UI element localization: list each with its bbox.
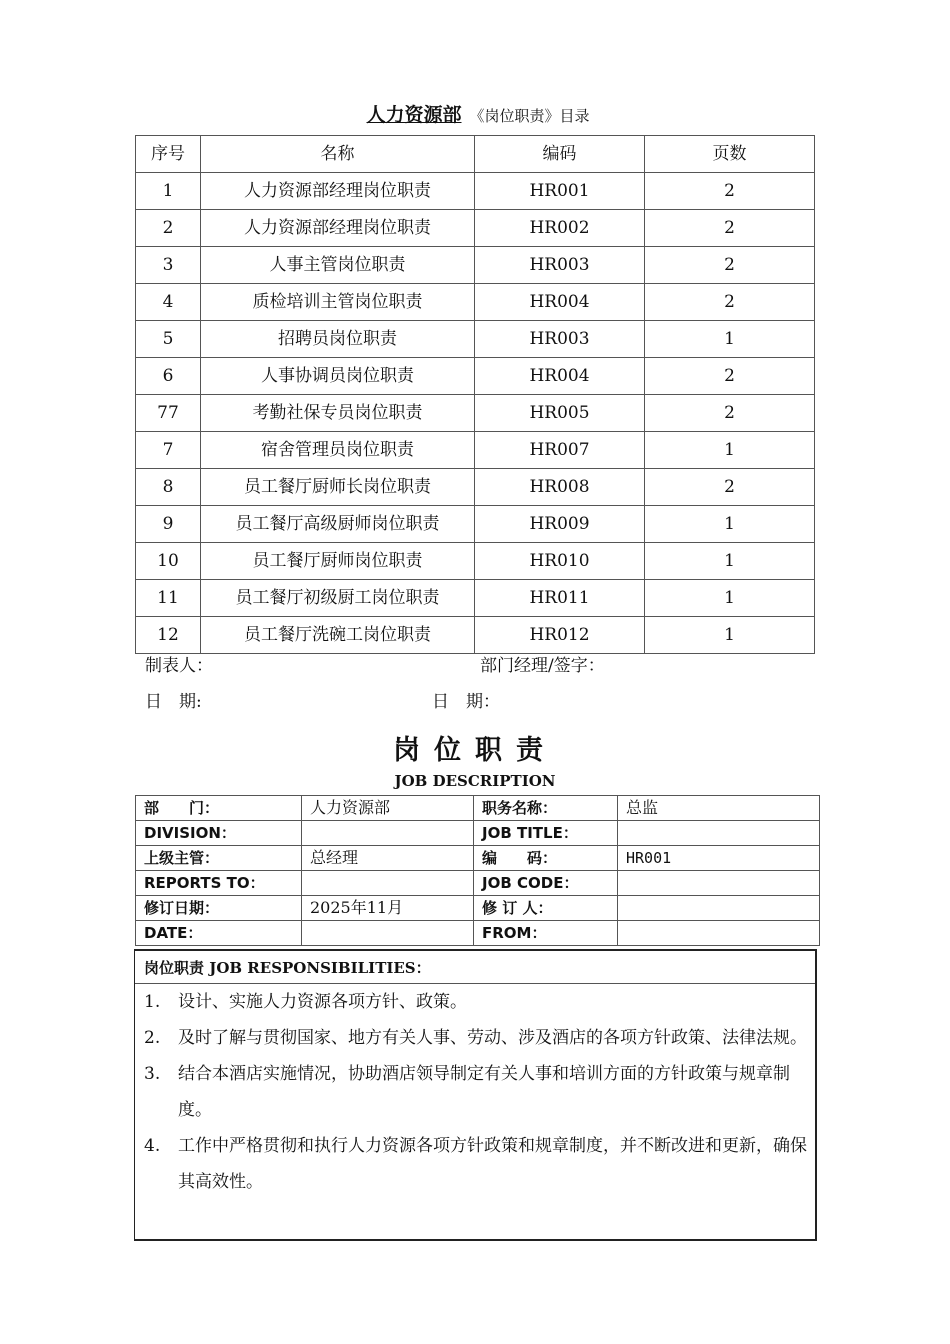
toc-row bbox=[136, 395, 815, 432]
code-cell: HR005 bbox=[475, 395, 645, 432]
responsibility-number: 2. bbox=[144, 1028, 161, 1048]
date-label-right: 日 期： bbox=[432, 692, 500, 712]
code-cell: HR003 bbox=[475, 321, 645, 358]
job-title-label: JOB TITLE： bbox=[474, 821, 618, 846]
pages-cell: 2 bbox=[645, 395, 815, 432]
job-title-heading: 岗位职责 bbox=[393, 735, 557, 766]
toc-row bbox=[136, 210, 815, 247]
reports-to-label: REPORTS TO： bbox=[136, 871, 302, 896]
date-label: DATE： bbox=[136, 921, 302, 946]
pages-cell: 2 bbox=[645, 173, 815, 210]
toc-title bbox=[0, 100, 950, 127]
from-value bbox=[618, 921, 820, 946]
name-cell: 员工餐厅高级厨师岗位职责 bbox=[201, 506, 475, 543]
code-cell: HR008 bbox=[475, 469, 645, 506]
position-label: 职务名称： bbox=[474, 796, 618, 821]
revision-date-label: 修订日期： bbox=[136, 896, 302, 921]
toc-department: 人力资源部 bbox=[366, 104, 462, 126]
seq-cell: 4 bbox=[136, 284, 201, 321]
toc-row bbox=[136, 284, 815, 321]
date-value bbox=[302, 921, 474, 946]
pages-cell: 1 bbox=[645, 543, 815, 580]
department-label: 部 门： bbox=[136, 796, 302, 821]
responsibilities-heading-en: JOB RESPONSIBILITIES： bbox=[209, 959, 431, 977]
position-value: 总监 bbox=[618, 796, 820, 821]
toc-row bbox=[136, 469, 815, 506]
responsibility-number: 3. bbox=[144, 1064, 161, 1084]
code-cell: HR009 bbox=[475, 506, 645, 543]
name-cell: 员工餐厅厨师长岗位职责 bbox=[201, 469, 475, 506]
pages-cell: 1 bbox=[645, 432, 815, 469]
code-cell: HR010 bbox=[475, 543, 645, 580]
pages-cell: 2 bbox=[645, 247, 815, 284]
toc-row bbox=[136, 432, 815, 469]
info-row bbox=[136, 796, 820, 821]
reviser-label: 修 订 人： bbox=[474, 896, 618, 921]
seq-cell: 2 bbox=[136, 210, 201, 247]
code-cell: HR004 bbox=[475, 358, 645, 395]
info-row bbox=[136, 846, 820, 871]
name-cell: 人事协调员岗位职责 bbox=[201, 358, 475, 395]
toc-row bbox=[136, 321, 815, 358]
code-cell: HR001 bbox=[475, 173, 645, 210]
name-cell: 人事主管岗位职责 bbox=[201, 247, 475, 284]
code-cell: HR007 bbox=[475, 432, 645, 469]
job-info-table bbox=[135, 795, 820, 946]
seq-cell: 11 bbox=[136, 580, 201, 617]
toc-row bbox=[136, 173, 815, 210]
job-subtitle: JOB DESCRIPTION bbox=[394, 772, 556, 790]
from-label: FROM： bbox=[474, 921, 618, 946]
responsibility-item bbox=[135, 1056, 815, 1128]
pages-cell: 2 bbox=[645, 469, 815, 506]
code-value: HR001 bbox=[618, 846, 820, 871]
division-label: DIVISION： bbox=[136, 821, 302, 846]
seq-cell: 10 bbox=[136, 543, 201, 580]
pages-cell: 1 bbox=[645, 580, 815, 617]
code-cell: HR002 bbox=[475, 210, 645, 247]
toc-row bbox=[136, 580, 815, 617]
manager-sign-label: 部门经理/签字： bbox=[480, 656, 605, 676]
responsibility-item bbox=[135, 1128, 815, 1200]
reports-to-value bbox=[302, 871, 474, 896]
toc-row bbox=[136, 506, 815, 543]
info-row bbox=[136, 871, 820, 896]
pages-cell: 1 bbox=[645, 506, 815, 543]
name-cell: 质检培训主管岗位职责 bbox=[201, 284, 475, 321]
prepared-by-label: 制表人： bbox=[145, 656, 213, 676]
toc-row bbox=[136, 358, 815, 395]
responsibility-number: 4. bbox=[144, 1136, 161, 1156]
revision-date-value: 2025年11月 bbox=[302, 896, 474, 921]
info-row bbox=[136, 896, 820, 921]
job-code-value bbox=[618, 871, 820, 896]
seq-cell: 6 bbox=[136, 358, 201, 395]
seq-cell: 5 bbox=[136, 321, 201, 358]
pages-cell: 2 bbox=[645, 358, 815, 395]
toc-row bbox=[136, 247, 815, 284]
name-cell: 员工餐厅洗碗工岗位职责 bbox=[201, 617, 475, 654]
date-label-left: 日 期: bbox=[145, 692, 202, 712]
department-value: 人力资源部 bbox=[302, 796, 474, 821]
responsibility-item bbox=[135, 984, 815, 1020]
name-cell: 考勤社保专员岗位职责 bbox=[201, 395, 475, 432]
seq-cell: 1 bbox=[136, 173, 201, 210]
name-cell: 员工餐厅厨师岗位职责 bbox=[201, 543, 475, 580]
name-cell: 员工餐厅初级厨工岗位职责 bbox=[201, 580, 475, 617]
header-seq: 序号 bbox=[136, 136, 201, 173]
seq-cell: 12 bbox=[136, 617, 201, 654]
header-name: 名称 bbox=[201, 136, 475, 173]
seq-cell: 77 bbox=[136, 395, 201, 432]
responsibilities-heading bbox=[135, 951, 815, 984]
pages-cell: 1 bbox=[645, 617, 815, 654]
supervisor-label: 上级主管： bbox=[136, 846, 302, 871]
responsibility-text: 设计、实施人力资源各项方针、政策。 bbox=[178, 992, 467, 1012]
header-code: 编码 bbox=[475, 136, 645, 173]
job-title-value bbox=[618, 821, 820, 846]
toc-row bbox=[136, 543, 815, 580]
seq-cell: 3 bbox=[136, 247, 201, 284]
code-cell: HR003 bbox=[475, 247, 645, 284]
reviser-value bbox=[618, 896, 820, 921]
seq-cell: 9 bbox=[136, 506, 201, 543]
name-cell: 人力资源部经理岗位职责 bbox=[201, 210, 475, 247]
code-cell: HR011 bbox=[475, 580, 645, 617]
responsibility-number: 1. bbox=[144, 992, 161, 1012]
responsibility-text: 结合本酒店实施情况，协助酒店领导制定有关人事和培训方面的方针政策与规章制度。 bbox=[178, 1064, 790, 1120]
responsibility-item bbox=[135, 1020, 815, 1056]
name-cell: 人力资源部经理岗位职责 bbox=[201, 173, 475, 210]
supervisor-value: 总经理 bbox=[302, 846, 474, 871]
header-pages: 页数 bbox=[645, 136, 815, 173]
code-cell: HR012 bbox=[475, 617, 645, 654]
responsibility-text: 及时了解与贯彻国家、地方有关人事、劳动、涉及酒店的各项方针政策、法律法规。 bbox=[178, 1028, 807, 1048]
info-row bbox=[136, 921, 820, 946]
pages-cell: 2 bbox=[645, 284, 815, 321]
responsibilities-box bbox=[134, 949, 817, 1241]
division-value bbox=[302, 821, 474, 846]
code-label: 编 码： bbox=[474, 846, 618, 871]
toc-table bbox=[135, 135, 815, 654]
info-row bbox=[136, 821, 820, 846]
toc-row bbox=[136, 617, 815, 654]
toc-header-row bbox=[136, 136, 815, 173]
toc-subtitle: 《岗位职责》目录 bbox=[469, 107, 590, 125]
pages-cell: 1 bbox=[645, 321, 815, 358]
responsibilities-heading-cn: 岗位职责 bbox=[144, 959, 210, 977]
name-cell: 招聘员岗位职责 bbox=[201, 321, 475, 358]
responsibilities-list bbox=[135, 984, 815, 1200]
seq-cell: 7 bbox=[136, 432, 201, 469]
pages-cell: 2 bbox=[645, 210, 815, 247]
job-code-label: JOB CODE： bbox=[474, 871, 618, 896]
name-cell: 宿舍管理员岗位职责 bbox=[201, 432, 475, 469]
seq-cell: 8 bbox=[136, 469, 201, 506]
code-cell: HR004 bbox=[475, 284, 645, 321]
responsibility-text: 工作中严格贯彻和执行人力资源各项方针政策和规章制度，并不断改进和更新，确保其高效性。 bbox=[178, 1136, 807, 1192]
